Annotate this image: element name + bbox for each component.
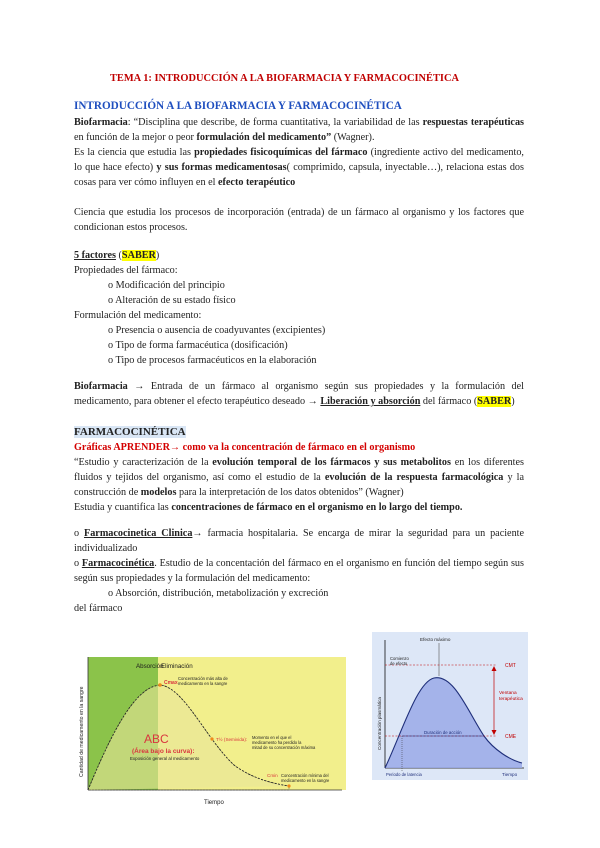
- auc-title: ABC: [144, 732, 169, 746]
- window-label-2: terapéutica: [499, 697, 523, 702]
- biofarmacia-definition: [74, 115, 524, 145]
- bio-term: Biofarmacia: [74, 381, 128, 392]
- formulation-label: Formulación del medicamento:: [74, 310, 202, 321]
- concentration-time-figure: [74, 657, 346, 807]
- drug-item-2: o Alteración de su estado físico: [108, 295, 236, 306]
- document-title: TEMA 1: INTRODUCCIÓN A LA BIOFARMACIA Y FARMACOCINÉTICA: [110, 73, 459, 84]
- formulation-item-2: o Tipo de forma farmacéutica (dosificación): [108, 340, 288, 351]
- clin-term: Farmacocinetica Clinica: [83, 528, 193, 539]
- bio-text-a: → Entrada de un fármaco al organismo según sus propiedades y la formulación del medicamento, para obtener el efecto terapéutico deseado →: [74, 381, 524, 407]
- absorption-label: Absorción: [136, 663, 164, 670]
- window-label-1: Ventana: [499, 691, 517, 696]
- factors-saber: SABER: [121, 250, 156, 261]
- cme-label: CME: [505, 734, 517, 740]
- pk-q-b: evolución temporal de los fármacos y sus metabolitos: [212, 457, 451, 468]
- pk-q-c: en los diferentes fluidos y tejidos del organismo, así como el estudio de la: [74, 457, 524, 483]
- cmin-note-1: Concentración mínima del: [281, 773, 329, 778]
- factors-heading-line: [74, 248, 159, 263]
- bio-text-c: del fármaco: [420, 396, 472, 407]
- cmax-note-2: medicamento en la sangre: [178, 681, 228, 686]
- def-text-d: formulación del medicamento”: [196, 132, 332, 143]
- pk-q2-a: Estudia y cuantifica las: [74, 502, 172, 513]
- p2-a: Es la ciencia que estudia las: [74, 147, 195, 158]
- intro-paragraph-2: [74, 145, 524, 190]
- clin-bullet: o: [74, 528, 84, 539]
- pk-text: . Estudio de la concentación del fármaco en el organismo en función del tiempo según sus según sus propiedades y la formulación del medicamento:: [74, 558, 524, 584]
- clinical-pk: [74, 526, 524, 556]
- right-xlabel: Tiempo: [502, 772, 518, 777]
- bio-saber: SABER: [477, 396, 512, 407]
- factors-heading: 5 factores: [74, 250, 116, 261]
- max-effect-label: Efecto máximo: [420, 637, 451, 642]
- pk-q-e: y la construcción de: [74, 472, 524, 498]
- cmin-point: [287, 784, 290, 787]
- pk-q-a: “Estudio y caracterización de la: [74, 457, 213, 468]
- thalf-note-3: mitad de su concentración máxima: [252, 745, 316, 750]
- cmax-point: [158, 683, 162, 687]
- onset-label-2: de efecto: [390, 661, 408, 666]
- thalf-note-2: medicamento ha perdido la: [252, 740, 302, 745]
- pk-q-d: evolución de la respuesta farmacológica: [324, 472, 504, 483]
- def-text-b: respuestas terapéuticas: [422, 117, 524, 128]
- biofarmacia-summary: Biofarmacia → Entrada de un fármaco al organismo según sus propiedades y la formulación del medicamento, para obtener el efecto terapéutico deseado → Liberación y absorción del fármaco (SABER): [74, 381, 524, 407]
- def-text-e: (Wagner).: [331, 132, 375, 143]
- clin-text: → farmacia hospitalaria. Se encarga de mirar la seguridad para un paciente individualizado: [74, 528, 525, 554]
- thalf-label: T½ (Semivida):: [216, 737, 248, 742]
- drug-item-1: o Modificación del principio: [108, 280, 225, 291]
- pk-bullet: o: [74, 558, 82, 569]
- right-ylabel: Concentración plasmática: [377, 697, 382, 750]
- formulation-item-3: o Tipo de procesos farmacéuticos en la elaboración: [108, 355, 317, 366]
- thalf-note-1: Momento en el que el: [252, 735, 292, 740]
- adme-line-2: del fármaco: [74, 603, 123, 614]
- therapeutic-window-figure: [372, 632, 528, 780]
- pk-heading: FARMACOCINÉTICA: [74, 426, 186, 438]
- p2-c: (ingrediente activo del medicamento, lo que hace efecto): [74, 147, 524, 173]
- p2-b: propiedades fisicoquímicas del fármaco: [194, 147, 368, 158]
- factors-open: (: [115, 250, 122, 261]
- auc-note: Exposición general al medicamento: [130, 756, 200, 761]
- drug-properties-label: Propiedades del fármaco:: [74, 265, 178, 276]
- formulation-item-1: o Presencia o ausencia de coadyuvantes (excipientes): [108, 325, 326, 336]
- p2-f: efecto terapéutico: [217, 177, 296, 188]
- left-ylabel: Cantidad de medicamento en la sangre: [79, 686, 85, 777]
- adme-line-1: o Absorción, distribución, metabolización y excreción: [108, 588, 329, 599]
- def-term: Biofarmacia: [74, 117, 128, 128]
- latency-label: Periodo de latencia: [386, 772, 422, 777]
- onset-label-1: Comienzo: [390, 656, 409, 661]
- pk-heading-wrap: [74, 425, 186, 440]
- def-text-a: : “Disciplina que describe, de forma cuantitativa, la variabilidad de las: [127, 117, 423, 128]
- pk-q-f: modelos: [140, 487, 177, 498]
- factors-close: ): [155, 250, 160, 261]
- p2-e: ( comprimido, capsula, inyectable…), relaciona estas dos cosas para ver cómo influyen en el: [74, 162, 524, 188]
- auc-subtitle: (Área bajo la curva):: [132, 748, 195, 755]
- def-text-c: en función de la mejor o peor: [74, 132, 197, 143]
- left-xlabel: Tiempo: [204, 800, 224, 806]
- duration-label: Duración de acción: [424, 730, 462, 735]
- cmax-note-1: Concentración más alta de: [178, 676, 228, 681]
- pk-graphs-note: Gráficas APRENDER→ como va la concentración de fármaco en el organismo: [74, 442, 416, 453]
- bio-text-b: Liberación y absorción: [320, 396, 421, 407]
- p2-d: y sus formas medicamentosas: [156, 162, 287, 173]
- cmax-label: Cmax: [164, 680, 178, 686]
- intro-paragraph-3: Ciencia que estudia los procesos de incorporación (entrada) de un fármaco al organismo y los factores que condicionan estos procesos.: [74, 207, 524, 233]
- pk-q2-b: concentraciones de fármaco en el organismo en lo largo del tiempo.: [171, 502, 463, 513]
- intro-heading: INTRODUCCIÓN A LA BIOFARMACIA Y FARMACOCINÉTICA: [74, 100, 402, 112]
- cmin-label: Cmin: [267, 773, 278, 778]
- elimination-label: Eliminación: [161, 663, 193, 670]
- thalf-point: [210, 737, 213, 740]
- cmin-note-2: medicamento en la sangre: [281, 778, 330, 783]
- pk-quantifies: [74, 500, 462, 515]
- pk-q-g: para la interpretación de los datos obtenidos” (Wagner): [176, 487, 404, 498]
- pk-term: Farmacocinética: [81, 558, 155, 569]
- pk-description: [74, 556, 524, 586]
- pk-definition: [74, 455, 524, 500]
- cmt-label: CMT: [505, 663, 516, 669]
